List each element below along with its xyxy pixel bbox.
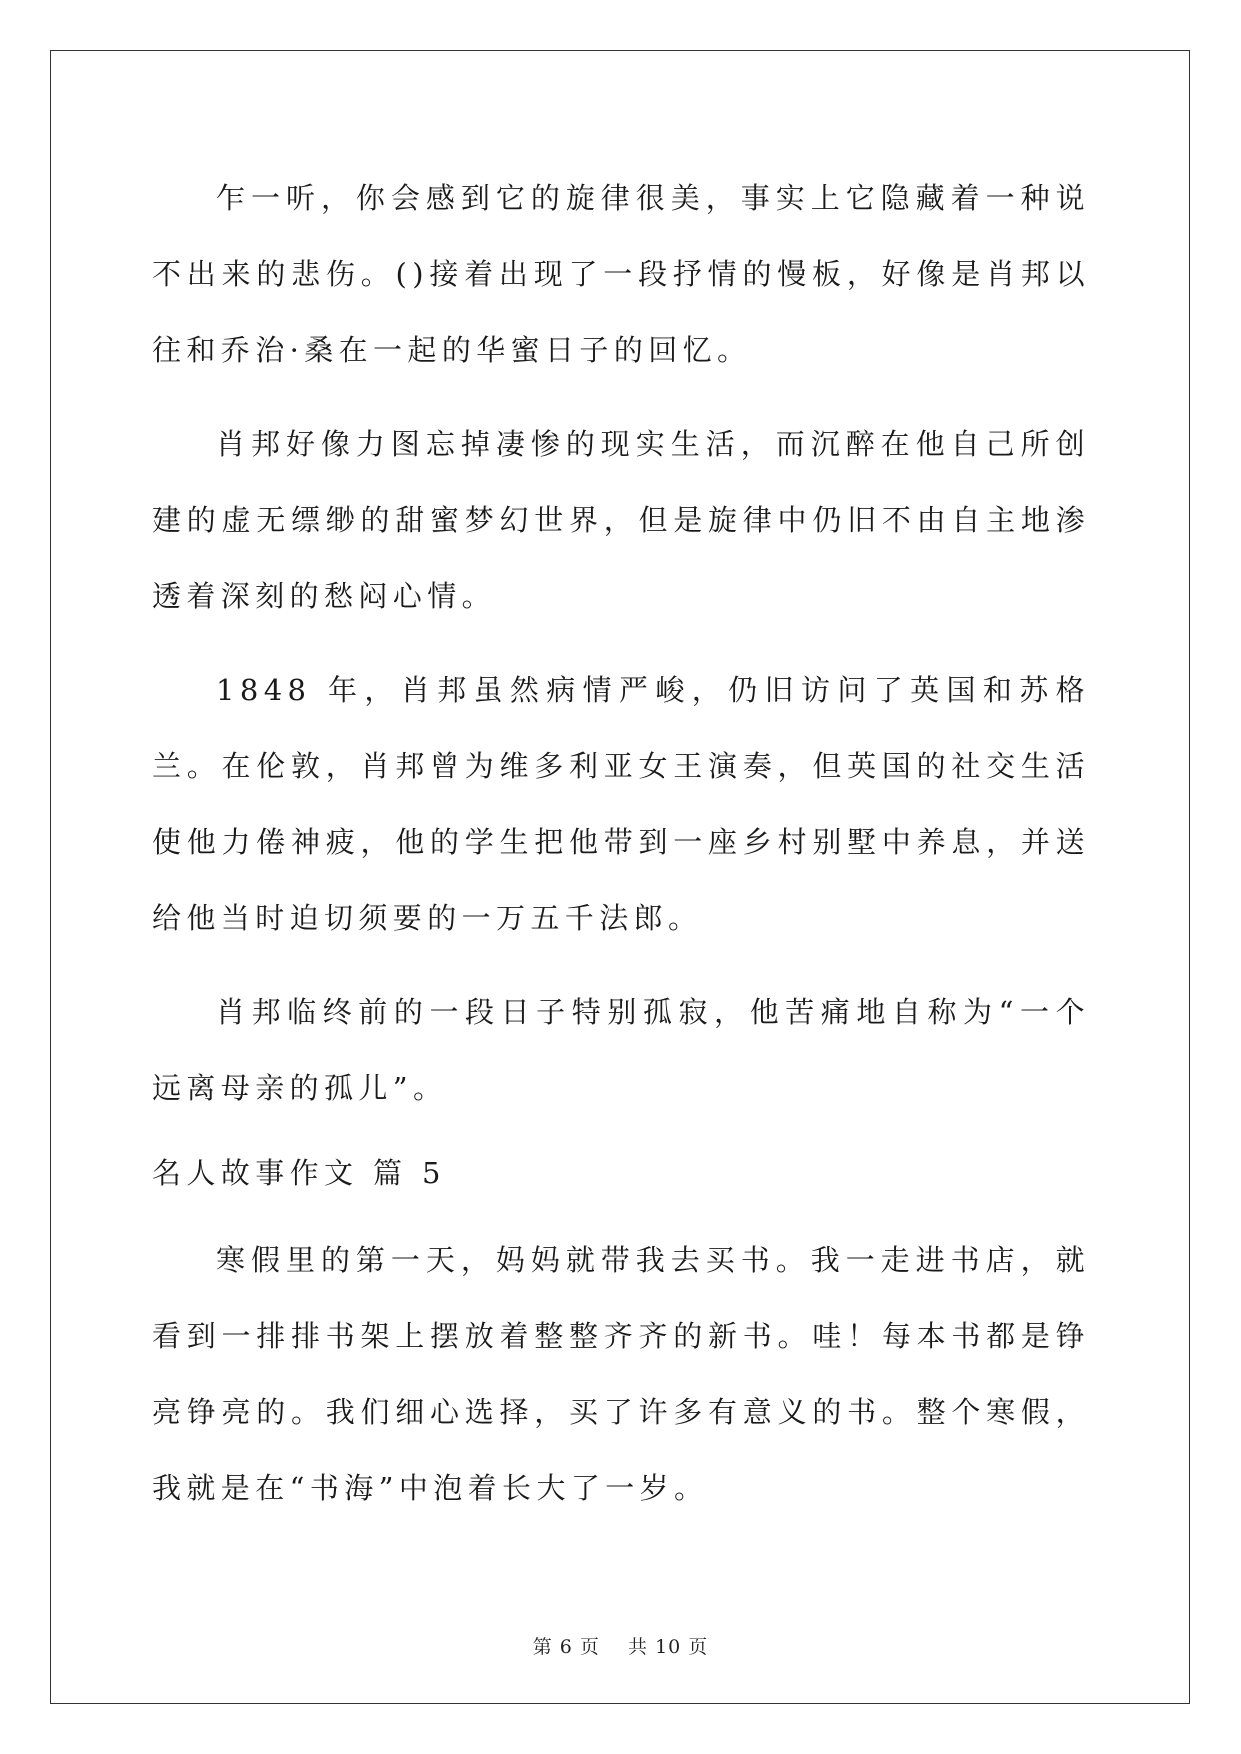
page-number-footer: 第 6 页 共 10 页	[532, 1636, 709, 1658]
paragraph-chopin-melody: 乍一听，你会感到它的旋律很美，事实上它隐藏着一种说不出来的悲伤。()接着出现了一段抒情的慢板，好像是肖邦以往和乔治·桑在一起的华蜜日子的回忆。	[152, 181, 1090, 367]
section-heading: 名人故事作文 篇 5	[152, 1156, 446, 1190]
paragraph-chopin-1848: 1848 年，肖邦虽然病情严峻，仍旧访问了英国和苏格兰。在伦敦，肖邦曾为维多利亚女王演奏，但英国的社交生活使他力倦神疲，他的学生把他带到一座乡村别墅中养息，并送给他当时迫切须要的一万五千法郎。	[152, 673, 1090, 935]
document-body	[152, 160, 1090, 1544]
paragraph-winter-break-books: 寒假里的第一天，妈妈就带我去买书。我一走进书店，就看到一排排书架上摆放着整整齐齐的新书。哇！每本书都是铮亮铮亮的。我们细心选择，买了许多有意义的书。整个寒假，我就是在“书海”中泡着长大了一岁。	[152, 1243, 1090, 1505]
paragraph-chopin-dream: 肖邦好像力图忘掉凄惨的现实生活，而沉醉在他自己所创建的虚无缥缈的甜蜜梦幻世界，但是旋律中仍旧不由自主地渗透着深刻的愁闷心情。	[152, 427, 1090, 613]
paragraph-chopin-final-days: 肖邦临终前的一段日子特别孤寂，他苦痛地自称为“一个远离母亲的孤儿”。	[152, 995, 1090, 1105]
